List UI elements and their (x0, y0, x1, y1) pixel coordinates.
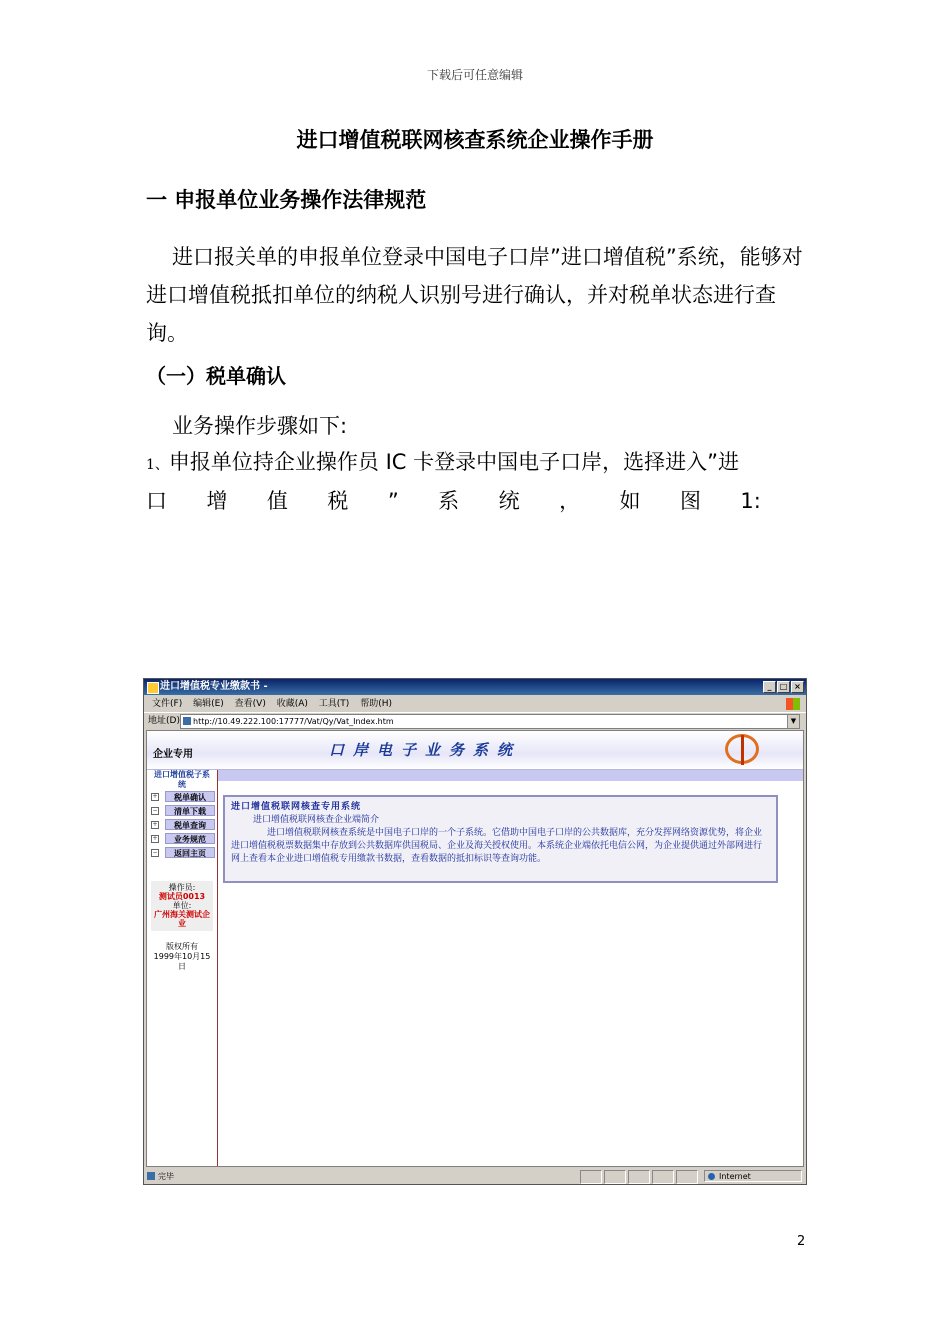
step-1-char: 统 (498, 489, 520, 513)
step-number: 1、 (146, 457, 169, 473)
ie-page-icon (147, 682, 159, 694)
nav-item-tax-query[interactable] (151, 819, 215, 831)
copyright (151, 942, 213, 972)
step-1-char: ” (387, 489, 399, 513)
system-intro-box (223, 795, 778, 883)
collapse-icon: − (152, 849, 158, 856)
expand-icon: + (152, 821, 158, 828)
status-cells (580, 1170, 698, 1184)
unit-label: 单位: (172, 901, 192, 910)
banner-system-title: 口岸电子业务系统 (329, 741, 522, 759)
info-heading: 进口增值税联网核查专用系统 (231, 802, 362, 812)
menu-favorites[interactable]: 收藏(A) (276, 699, 308, 709)
step-1-char: 值 (266, 489, 288, 513)
step-1-line-1 (146, 444, 811, 483)
nav-label: 业务规范 (165, 833, 215, 844)
expand-icon: + (152, 835, 158, 842)
window-controls (763, 681, 804, 693)
address-url: http://10.49.222.100:17777/Vat/Qy/Vat_Index.htm (193, 717, 394, 726)
step-1 (146, 444, 811, 519)
globe-icon (708, 1173, 715, 1180)
menu-tools[interactable]: 工具(T) (318, 699, 350, 709)
banner-enterprise-label: 企业专用 (153, 749, 193, 760)
step-1-char: 如 (619, 489, 641, 513)
browser-screenshot-figure (143, 678, 807, 1185)
step-1-text: 申报单位持企业操作员 IC 卡登录中国电子口岸，选择进入”进 (168, 450, 740, 474)
operator-value: 测试员0013 (158, 892, 206, 901)
status-text: 完毕 (158, 1172, 174, 1181)
done-icon (147, 1172, 155, 1180)
step-1-char: 图 (679, 489, 701, 513)
section-heading: 一 申报单位业务操作法律规范 (146, 188, 427, 212)
nav-label: 税单查询 (165, 819, 215, 830)
minimize-button[interactable]: _ (763, 681, 776, 693)
menu-bar (144, 696, 806, 713)
operator-label: 操作员: (168, 883, 196, 892)
step-1-line-2 (146, 483, 761, 519)
operator-info (151, 881, 213, 931)
expand-icon: + (152, 793, 158, 800)
steps-intro: 业务操作步骤如下: (172, 414, 348, 438)
maximize-button[interactable]: □ (777, 681, 790, 693)
zone-label: Internet (719, 1172, 751, 1181)
page-number: 2 (797, 1234, 806, 1249)
step-1-char: 口 (146, 489, 167, 513)
step-1-char: ， (559, 489, 581, 513)
copyright-date: 1999年10月15日 (153, 952, 211, 971)
unit-value: 广州海关测试企业 (154, 910, 210, 928)
address-bar (144, 713, 806, 729)
info-subheading: 进口增值税联网核查企业端简介 (253, 815, 380, 825)
subsection-heading: （一）税单确认 (146, 364, 286, 388)
info-body: 进口增值税联网核查系统是中国电子口岸的一个子系统。它借助中国电子口岸的公共数据库，充分发挥网络资源优势，将企业进口增值税税票数据集中存放到公共数据库供国税局、企业及海关授权使用。本系统企业端依托电信公网，为企业提供通过外部网进行网上查看本企业进口增值税专用缴款书数据，查看数据的抵扣标识等查询功能。 (231, 828, 763, 864)
nav-label: 返回主页 (165, 847, 215, 858)
close-button[interactable]: × (791, 681, 804, 693)
chevron-down-icon[interactable]: ▼ (787, 715, 799, 728)
step-1-char: 税 (327, 489, 349, 513)
nav-title: 进口增值税子系统 (154, 770, 210, 789)
status-bar (144, 1169, 806, 1184)
document-title: 进口增值税联网核查系统企业操作手册 (296, 128, 654, 152)
nav-label: 税单确认 (165, 791, 215, 802)
nav-label: 清单下载 (165, 805, 215, 816)
intro-paragraph: 进口报关单的申报单位登录中国电子口岸”进口增值税”系统，能够对进口增值税抵扣单位的纳税人识别号进行确认，并对税单状态进行查询。 (146, 245, 803, 345)
page-content (146, 730, 804, 1167)
nav-item-business-rules[interactable] (151, 833, 215, 845)
nav-item-list-download[interactable] (151, 805, 215, 817)
window-title: 进口增值税专业缴款书 - (160, 681, 268, 692)
nav-item-home[interactable] (151, 847, 215, 859)
top-stripe (218, 770, 803, 781)
customs-emblem-icon (725, 734, 759, 764)
menu-help[interactable]: 帮助(H) (360, 699, 392, 709)
windows-logo-icon (786, 698, 800, 710)
main-area (218, 770, 803, 1166)
step-1-char: 系 (438, 489, 460, 513)
step-1-char: 1: (740, 489, 761, 513)
address-label: 地址(D) (148, 716, 180, 726)
menu-view[interactable]: 查看(V) (234, 699, 266, 709)
left-navigation (147, 770, 218, 1166)
menu-file[interactable]: 文件(F) (152, 699, 183, 709)
copyright-text: 版权所有 (166, 942, 198, 951)
collapse-icon: − (152, 807, 158, 814)
step-1-char: 增 (206, 489, 228, 513)
menu-edit[interactable]: 编辑(E) (193, 699, 224, 709)
security-zone (704, 1170, 802, 1182)
site-banner (147, 731, 803, 770)
address-input[interactable] (180, 714, 800, 729)
header-note: 下载后可任意编辑 (426, 68, 523, 82)
window-titlebar (144, 679, 806, 695)
nav-item-tax-confirm[interactable] (151, 791, 215, 803)
page-icon (183, 717, 191, 725)
